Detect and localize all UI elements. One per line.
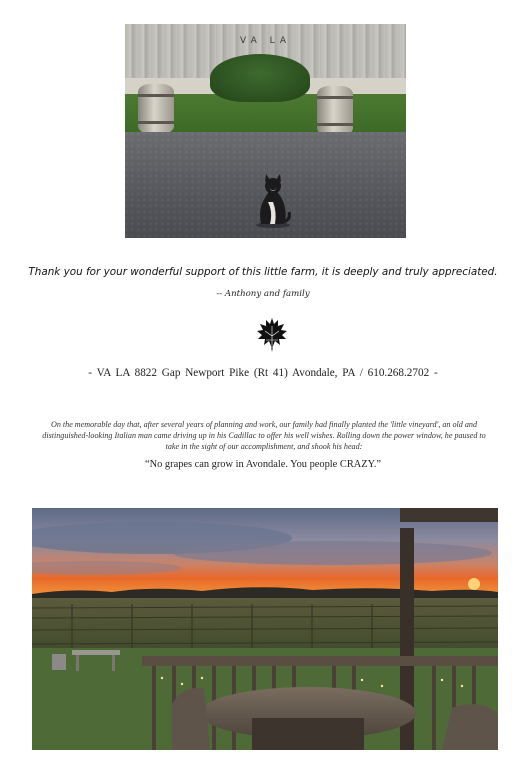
barn-sign: VA LA bbox=[240, 36, 291, 46]
wine-barrel-left bbox=[138, 84, 174, 134]
vineyard-sunset-photo bbox=[32, 508, 498, 750]
deck-chair-left bbox=[172, 688, 210, 750]
wine-barrel-right bbox=[317, 86, 353, 136]
signature: -- Anthony and family bbox=[216, 289, 310, 299]
farm-photo bbox=[125, 24, 406, 238]
thank-you-message: Thank you for your wonderful support of this little farm, it is deeply and truly appreciated. bbox=[28, 266, 498, 278]
sun bbox=[468, 578, 480, 590]
shrub bbox=[210, 54, 310, 102]
story-paragraph: On the memorable day that, after several years of planning and work, our family had finally planted the 'little vineyard', an old and distinguished-looking Italian man came driving up in his Cadillac to offer his well wishes. Rolling down the power window, he paused to take in the sight of our accomplishment, and shook his head: bbox=[42, 420, 486, 451]
story-quote: “No grapes can grow in Avondale. You people CRAZY.” bbox=[145, 459, 381, 470]
grape-leaf-icon bbox=[256, 316, 288, 352]
vineyard-scene bbox=[32, 508, 498, 750]
address-line: - VA LA 8822 Gap Newport Pike (Rt 41) Avondale, PA / 610.268.2702 - bbox=[88, 367, 438, 379]
deck-railing bbox=[142, 656, 498, 666]
pergola-beam bbox=[400, 508, 498, 522]
cat-figure bbox=[253, 172, 293, 228]
